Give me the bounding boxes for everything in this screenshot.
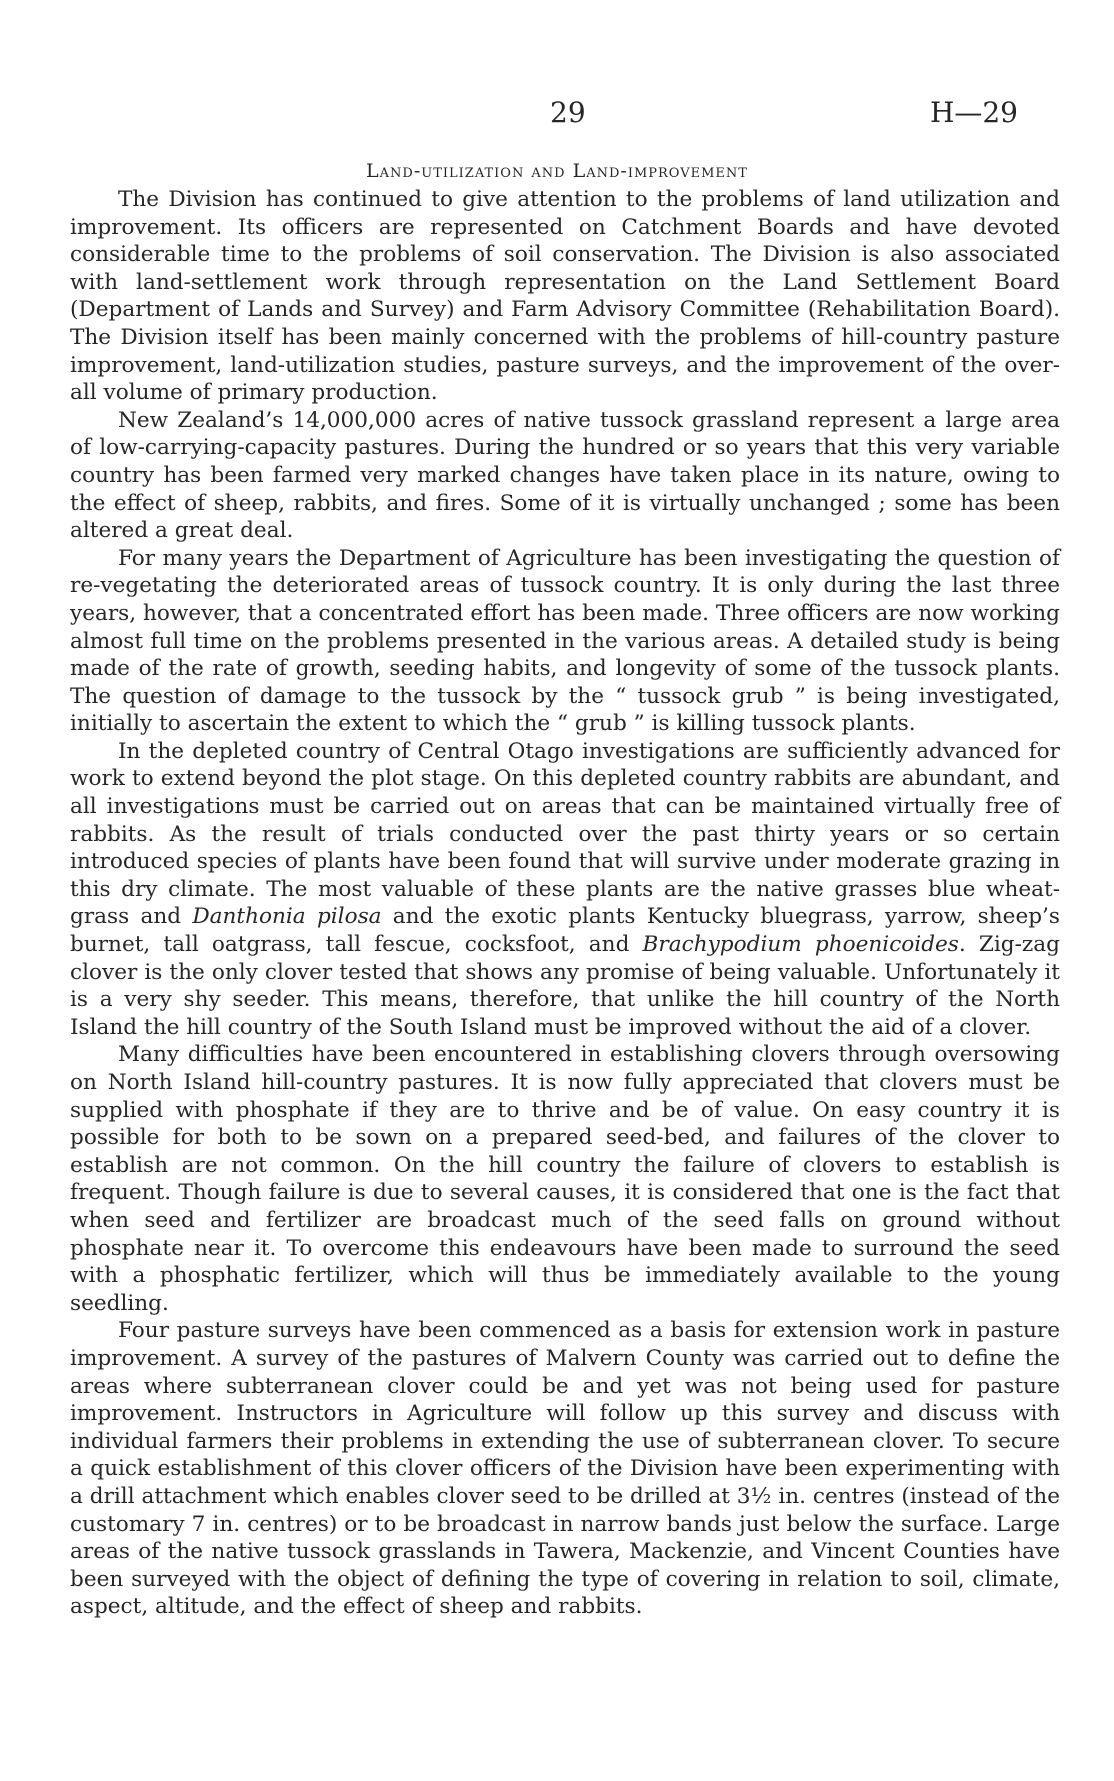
body-text [70,186,1060,1621]
species-name-italic: Danthonia pilosa [192,904,382,930]
text-segment: . Zig-zag clover is the only clover tested that shows any promise of being valuable. Unfortunately it is a very shy seeder. This means, therefore, that unlike the hill country of the North Island the hill country of the South Island must be improved without the aid of a clover. [70,932,1060,1040]
paragraph [70,738,1060,1042]
text-segment: Four pasture surveys have been commenced as a basis for extension work in pasture improvement. A survey of the pastures of Malvern County was carried out to define the areas where subterranean clover could be and yet was not being used for pasture improvement. Instructors in Agriculture will follow up this survey and discuss with individual farmers their problems in extending the use of subterranean clover. To secure a quick establishment of this clover officers of the Division have been experimenting with a drill attachment which enables clover seed to be drilled at 3½ in. centres (instead of the customary 7 in. centres) or to be broadcast in narrow bands just below the surface. Large areas of the native tussock grasslands in Tawera, Mackenzie, and Vincent Counties have been surveyed with the object of defining the type of covering in relation to soil, climate, aspect, altitude, and the effect of sheep and rabbits. [70,1318,1060,1620]
page-number: 29 [550,96,586,129]
page-header [0,96,1114,136]
paragraph [70,407,1060,545]
section-title: Land-utilization and Land-improvement [366,160,748,182]
text-segment: In the depleted country of Central Otago investigations are sufficiently advanced for work to extend beyond the plot stage. On this depleted country rabbits are abundant, and all investigations must be carried out on areas that can be maintained virtually free of rabbits. As the result of trials conducted over the past thirty years or so certain introduced species of plants have been found that will survive under moderate grazing in this dry climate. The most valuable of these plants are the native grasses blue wheat-grass and [70,738,1060,930]
document-reference: H—29 [929,96,1018,129]
text-segment: The Division has continued to give attention to the problems of land utilization and improvement. Its officers are represented on Catchment Boards and have devoted considerable time to the problems of soil conservation. The Division is also associated with land-settlement work through representation on the Land Settlement Board (Department of Lands and Survey) and Farm Advisory Committee (Rehabilitation Board). The Division itself has been mainly concerned with the problems of hill-country pasture improvement, land-utilization studies, pasture surveys, and the improvement of the over-all volume of primary production. [70,187,1060,406]
paragraph [70,1317,1060,1621]
text-segment: New Zealand’s 14,000,000 acres of native tussock grassland represent a large area of low-carrying-capacity pastures. During the hundred or so years that this very variable country has been farmed very marked changes have taken place in its nature, owing to the effect of sheep, rabbits, and fires. Some of it is virtually unchanged ; some has been altered a great deal. [70,407,1060,544]
paragraph [70,545,1060,738]
text-segment: For many years the Department of Agriculture has been investigating the question of re-vegetating the deteriorated areas of tussock country. It is only during the last three years, however, that a concentrated effort has been made. Three officers are now working almost full time on the problems presented in the various areas. A detailed study is being made of the rate of growth, seeding habits, and longevity of some of the tussock plants. The question of damage to the tussock by the “ tussock grub ” is being investigated, initially to ascertain the extent to which the “ grub ” is killing tussock plants. [70,545,1060,737]
paragraph [70,1041,1060,1317]
text-segment: Many difficulties have been encountered in establishing clovers through oversowing on North Island hill-country pastures. It is now fully appreciated that clovers must be supplied with phosphate if they are to thrive and be of value. On easy country it is possible for both to be sown on a prepared seed-bed, and failures of the clover to establish are not common. On the hill country the failure of clovers to establish is frequent. Though failure is due to several causes, it is considered that one is the fact that when seed and fertilizer are broadcast much of the seed falls on ground without phosphate near it. To overcome this endeavours have been made to surround the seed with a phosphatic fertilizer, which will thus be immediately available to the young seedling. [70,1042,1060,1316]
species-name-italic: Brachypodium phoenicoides [642,932,959,958]
paragraph [70,186,1060,407]
text-segment: and the exotic plants Kentucky bluegrass, yarrow, sheep’s burnet, tall oatgrass, tall fescue, cocksfoot, and [70,904,1060,958]
